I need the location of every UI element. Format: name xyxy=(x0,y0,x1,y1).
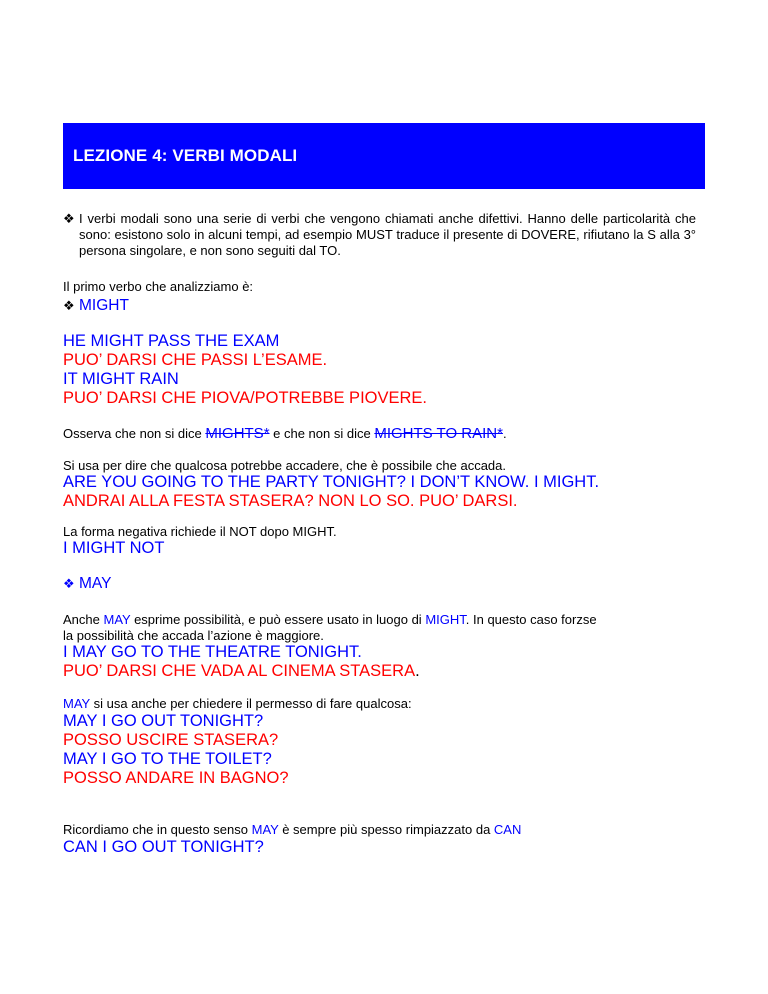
might-heading-text: MIGHT xyxy=(79,297,129,314)
intro-bullet xyxy=(63,211,696,259)
might-keyword: MIGHT xyxy=(425,612,466,627)
may-keyword: MAY xyxy=(63,696,90,711)
may-p1-line-2: la possibilità che accada l’azione è maggiore. xyxy=(63,628,324,643)
may-keyword: MAY xyxy=(103,612,131,627)
may-heading-text: MAY xyxy=(79,575,112,592)
can-keyword: CAN xyxy=(493,822,522,837)
may-example-1-it xyxy=(63,662,420,682)
might-lead: Il primo verbo che analizziamo è: xyxy=(63,279,254,294)
may-paragraph-2 xyxy=(63,696,412,712)
note-text-c: . xyxy=(502,426,507,441)
wrong-form-2: MIGHTS TO RAIN* xyxy=(374,425,503,442)
diamond-bullet-icon: ❖ xyxy=(63,576,75,591)
may-example-2-it: POSSO USCIRE STASERA? xyxy=(63,731,279,749)
might-usage: Si usa per dire che qualcosa potrebbe accadere, che è possibile che accada. xyxy=(63,458,507,473)
might-negative-note: La forma negativa richiede il NOT dopo MIGHT. xyxy=(63,524,337,539)
might-example-3-it: ANDRAI ALLA FESTA STASERA? NON LO SO. PUO’ DARSI. xyxy=(63,492,518,510)
might-heading xyxy=(63,296,129,315)
may-example-3-en: MAY I GO TO THE TOILET? xyxy=(63,750,272,768)
note-text-b: e che non si dice xyxy=(269,426,375,441)
might-example-3-en: ARE YOU GOING TO THE PARTY TONIGHT? I DON’T KNOW. I MIGHT. xyxy=(63,473,600,491)
might-example-4-en: I MIGHT NOT xyxy=(63,539,165,557)
might-note xyxy=(63,426,507,442)
diamond-bullet-icon: ❖ xyxy=(63,298,75,313)
may-keyword: MAY xyxy=(251,822,279,837)
wrong-form-1: MIGHTS* xyxy=(205,425,270,442)
diamond-bullet-icon: ❖ xyxy=(63,211,75,226)
might-example-2-en: IT MIGHT RAIN xyxy=(63,370,179,388)
may-p1-text-b: esprime possibilità, e può essere usato in luogo di xyxy=(130,612,426,627)
may-example-3-it: POSSO ANDARE IN BAGNO? xyxy=(63,769,289,787)
might-example-1-en: HE MIGHT PASS THE EXAM xyxy=(63,332,280,350)
may-example-4-en: CAN I GO OUT TONIGHT? xyxy=(63,838,264,856)
may-p3-text-b: è sempre più spesso rimpiazzato da xyxy=(278,822,494,837)
intro-text: I verbi modali sono una serie di verbi che vengono chiamati anche difettivi. Hanno delle particolarità che sono: esistono solo in alcuni tempi, ad esempio MUST traduce il presente di DOVERE, rifiutano la S alla 3° persona singolare, e non sono seguiti dal TO. xyxy=(79,211,696,258)
may-p1-text-c: . In questo caso forzse xyxy=(465,612,597,627)
may-heading xyxy=(63,574,111,593)
may-example-2-en: MAY I GO OUT TONIGHT? xyxy=(63,712,264,730)
may-p3-text-a: Ricordiamo che in questo senso xyxy=(63,822,252,837)
might-example-2-it: PUO’ DARSI CHE PIOVA/POTREBBE PIOVERE. xyxy=(63,389,427,407)
lesson-title-banner xyxy=(63,123,705,189)
may-p1-text-a: Anche xyxy=(63,612,104,627)
may-paragraph-3 xyxy=(63,822,521,838)
might-example-1-it: PUO’ DARSI CHE PASSI L’ESAME. xyxy=(63,351,328,369)
may-p2-text: si usa anche per chiedere il permesso di fare qualcosa: xyxy=(89,696,412,711)
may-example-1-en: I MAY GO TO THE THEATRE TONIGHT. xyxy=(63,643,362,661)
may-paragraph-1 xyxy=(63,612,597,644)
may-example-1-it-text: PUO’ DARSI CHE VADA AL CINEMA STASERA xyxy=(63,662,416,680)
lesson-title: LEZIONE 4: VERBI MODALI xyxy=(73,146,298,165)
may-example-1-it-end: . xyxy=(415,662,420,680)
note-text-a: Osserva che non si dice xyxy=(63,426,206,441)
